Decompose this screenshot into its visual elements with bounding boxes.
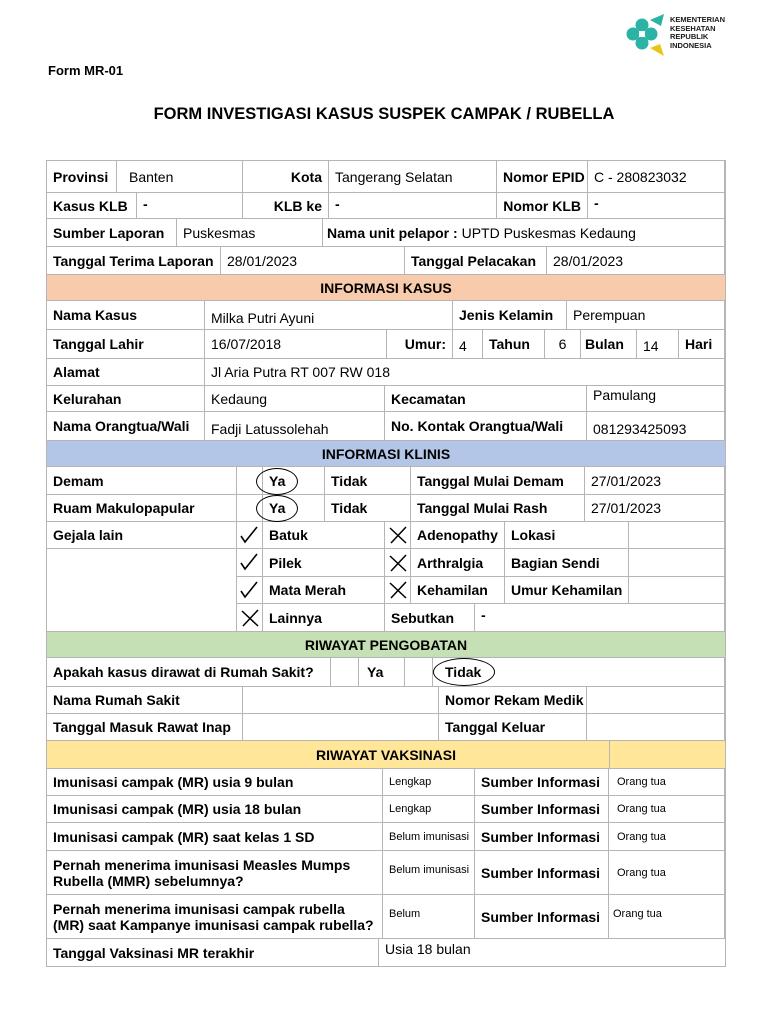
bagian-sendi-label: Bagian Sendi (505, 549, 629, 577)
umur-hari-field[interactable]: 14 (637, 330, 679, 359)
nama-rs-label: Nama Rumah Sakit (47, 687, 243, 714)
tanggal-terima-label: Tanggal Terima Laporan (47, 247, 221, 275)
sebutkan-label: Sebutkan (385, 604, 475, 632)
nama-kasus-field[interactable]: Milka Putri Ayuni (205, 301, 453, 330)
tanggal-masuk-label: Tanggal Masuk Rawat Inap (47, 714, 243, 741)
sumber-informasi-label: Sumber Informasi (475, 895, 609, 939)
vaksin-18-bulan-label: Imunisasi campak (MR) usia 18 bulan (47, 796, 383, 823)
nomor-klb-label: Nomor KLB (497, 193, 588, 219)
bagian-sendi-field[interactable] (629, 549, 725, 577)
sumber-informasi-label: Sumber Informasi (475, 851, 609, 895)
sumber-informasi-label: Sumber Informasi (475, 769, 609, 796)
cross-icon (240, 608, 260, 628)
rawat-rs-question: Apakah kasus dirawat di Rumah Sakit? (47, 658, 331, 687)
epid-field[interactable]: C - 280823032 (588, 161, 725, 193)
demam-ya-circle (256, 468, 298, 495)
vaksin-9-bulan-label: Imunisasi campak (MR) usia 9 bulan (47, 769, 383, 796)
section-riwayat-pengobatan: RIWAYAT PENGOBATAN (47, 632, 725, 658)
sumber-laporan-label: Sumber Laporan (47, 219, 177, 247)
provinsi-label: Provinsi (47, 161, 117, 193)
demam-tidak-option[interactable]: Tidak (325, 467, 411, 495)
ruam-ya-option[interactable]: Ya (263, 495, 325, 522)
section-riwayat-vaksinasi: RIWAYAT VAKSINASI (47, 741, 725, 769)
vaksin-9-bulan-sumber[interactable]: Orang tua (609, 769, 725, 796)
rawat-tidak-option[interactable]: Tidak (433, 658, 725, 687)
nama-rs-field[interactable] (243, 687, 439, 714)
demam-label: Demam (47, 467, 237, 495)
tanggal-lahir-label: Tanggal Lahir (47, 330, 205, 359)
investigation-form (46, 160, 726, 967)
vaksin-18-bulan-sumber[interactable]: Orang tua (609, 796, 725, 823)
klb-ke-field[interactable]: - (329, 193, 497, 219)
unit-pelapor-label: Nama unit pelapor : (327, 224, 458, 241)
tanggal-mulai-demam-field[interactable]: 27/01/2023 (585, 467, 725, 495)
demam-ya-option[interactable]: Ya (263, 467, 325, 495)
section-informasi-kasus: INFORMASI KASUS (47, 275, 725, 301)
form-title: FORM INVESTIGASI KASUS SUSPEK CAMPAK / RUBELLA (153, 105, 615, 123)
vaksin-18-bulan-status[interactable]: Lengkap (383, 796, 475, 823)
kontak-orangtua-label: No. Kontak Orangtua/Wali (385, 412, 587, 441)
epid-label: Nomor EPID (497, 161, 588, 193)
vaksin-terakhir-label: Tanggal Vaksinasi MR terakhir (47, 939, 379, 967)
umur-label: Umur: (387, 330, 453, 359)
batuk-label: Batuk (263, 522, 385, 549)
check-icon (239, 580, 259, 600)
gejala-lain-label: Gejala lain (47, 522, 237, 549)
tanggal-terima-field[interactable]: 28/01/2023 (221, 247, 405, 275)
ruam-tidak-option[interactable]: Tidak (325, 495, 411, 522)
umur-kehamilan-field[interactable] (629, 577, 725, 604)
form-code: Form MR-01 (48, 63, 124, 78)
vaksin-mmr-sumber[interactable]: Orang tua (609, 851, 725, 895)
vaksin-kelas1-status[interactable]: Belum imunisasi (383, 823, 475, 851)
rekam-medik-field[interactable] (587, 687, 725, 714)
jenis-kelamin-field[interactable]: Perempuan (567, 301, 725, 330)
rekam-medik-label: Nomor Rekam Medik (439, 687, 587, 714)
unit-pelapor[interactable] (323, 219, 725, 247)
nama-orangtua-field[interactable]: Fadji Latussolehah (205, 412, 385, 441)
pilek-label: Pilek (263, 549, 385, 577)
nama-kasus-label: Nama Kasus (47, 301, 205, 330)
vaksin-kampanye-label: Pernah menerima imunisasi campak rubella (MR) saat Kampanye imunisasi campak rubella? (47, 895, 383, 939)
sumber-informasi-label: Sumber Informasi (475, 823, 609, 851)
tanggal-masuk-field[interactable] (243, 714, 439, 741)
arthralgia-label: Arthralgia (411, 549, 505, 577)
jenis-kelamin-label: Jenis Kelamin (453, 301, 567, 330)
tanggal-keluar-label: Tanggal Keluar (439, 714, 587, 741)
unit-pelapor-value: UPTD Puskesmas Kedaung (461, 224, 636, 241)
tanggal-lahir-field[interactable]: 16/07/2018 (205, 330, 387, 359)
nama-orangtua-label: Nama Orangtua/Wali (47, 412, 205, 441)
check-icon (239, 525, 259, 545)
rawat-tidak-circle (433, 658, 495, 686)
lokasi-field[interactable] (629, 522, 725, 549)
alamat-label: Alamat (47, 359, 205, 386)
kasus-klb-label: Kasus KLB (47, 193, 137, 219)
umur-kehamilan-label: Umur Kehamilan (505, 577, 629, 604)
logo-text: KEMENTERIAN KESEHATAN REPUBLIK INDONESIA (670, 15, 726, 50)
rawat-ya-option[interactable]: Ya (359, 658, 405, 687)
vaksin-kampanye-sumber[interactable]: Orang tua (609, 895, 725, 939)
vaksin-terakhir-field[interactable]: Usia 18 bulan (385, 941, 471, 957)
cross-icon (388, 580, 408, 600)
section-informasi-klinis: INFORMASI KLINIS (47, 441, 725, 467)
tanggal-keluar-field[interactable] (587, 714, 725, 741)
kehamilan-label: Kehamilan (411, 577, 505, 604)
kota-label: Kota (243, 161, 329, 193)
kelurahan-label: Kelurahan (47, 386, 205, 412)
cross-icon (388, 525, 408, 545)
hari-label: Hari (679, 330, 725, 359)
sebutkan-field[interactable]: - (475, 604, 725, 632)
lokasi-label: Lokasi (505, 522, 629, 549)
kasus-klb-field[interactable]: - (137, 193, 243, 219)
umur-tahun-field[interactable]: 4 (453, 330, 483, 359)
vaksin-kelas1-label: Imunisasi campak (MR) saat kelas 1 SD (47, 823, 383, 851)
lainnya-label: Lainnya (263, 604, 385, 632)
tanggal-pelacakan-field[interactable]: 28/01/2023 (547, 247, 725, 275)
nomor-klb-field[interactable]: - (588, 193, 725, 219)
kecamatan-field[interactable]: Pamulang (587, 386, 725, 412)
sumber-informasi-label: Sumber Informasi (475, 796, 609, 823)
vaksin-kampanye-status[interactable]: Belum (383, 895, 475, 939)
kota-field[interactable]: Tangerang Selatan (329, 161, 497, 193)
vaksin-mmr-label: Pernah menerima imunisasi Measles Mumps Rubella (MMR) sebelumnya? (47, 851, 383, 895)
cross-icon (388, 553, 408, 573)
umur-bulan-field[interactable]: 6 (545, 330, 581, 359)
provinsi-field[interactable]: Banten (117, 161, 243, 193)
bulan-label: Bulan (581, 330, 637, 359)
check-icon (239, 552, 259, 572)
vaksin-kelas1-sumber[interactable]: Orang tua (609, 823, 725, 851)
tanggal-mulai-demam-label: Tanggal Mulai Demam (411, 467, 585, 495)
vaksin-mmr-status[interactable]: Belum imunisasi (383, 851, 475, 895)
tanggal-mulai-rash-label: Tanggal Mulai Rash (411, 495, 585, 522)
mata-merah-label: Mata Merah (263, 577, 385, 604)
kontak-orangtua-field[interactable]: 081293425093 (587, 412, 725, 441)
tahun-label: Tahun (483, 330, 545, 359)
sumber-laporan-field[interactable]: Puskesmas (177, 219, 323, 247)
tanggal-mulai-rash-field[interactable]: 27/01/2023 (585, 495, 725, 522)
tanggal-pelacakan-label: Tanggal Pelacakan (405, 247, 547, 275)
vaksin-9-bulan-status[interactable]: Lengkap (383, 769, 475, 796)
kecamatan-label: Kecamatan (385, 386, 587, 412)
alamat-field[interactable]: Jl Aria Putra RT 007 RW 018 (205, 359, 725, 386)
ruam-label: Ruam Makulopapular (47, 495, 237, 522)
adenopathy-label: Adenopathy (411, 522, 505, 549)
ruam-ya-circle (256, 495, 298, 522)
kelurahan-field[interactable]: Kedaung (205, 386, 385, 412)
klb-ke-label: KLB ke (243, 193, 329, 219)
